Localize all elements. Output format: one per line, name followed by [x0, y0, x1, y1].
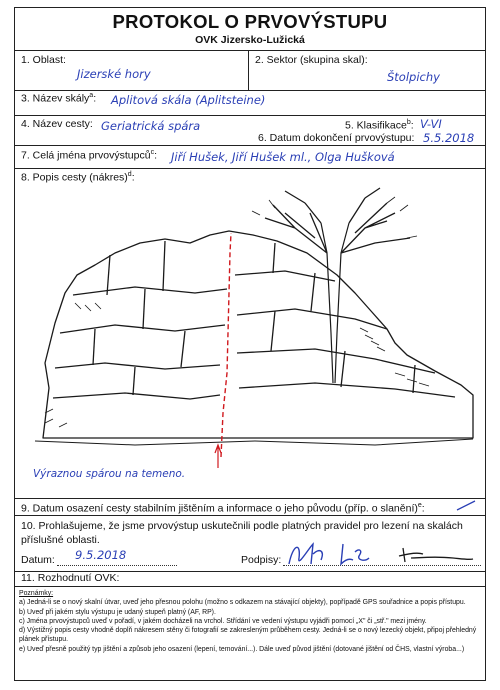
- notes-section: [19, 589, 481, 654]
- tree-branches: [265, 188, 410, 253]
- note-item: a) Jedná-li se o nový skalní útvar, uveď jeho přesnou polohu (možno s odkazem na stávající objekty), popřípadě GPS souřadnice a popis přístupu.: [19, 599, 466, 607]
- oblast-label: 1. Oblast:: [21, 54, 66, 66]
- route-line: [221, 233, 231, 457]
- oblast-value: Jizerské hory: [77, 67, 151, 81]
- datum-value: 9.5.2018: [75, 548, 127, 562]
- signatures: [283, 534, 483, 570]
- route-arrow: [215, 445, 221, 468]
- popis-note: Výraznou spárou na temeno.: [33, 468, 186, 480]
- divider: [15, 586, 485, 587]
- datum-label: Datum:: [21, 554, 55, 566]
- popis-label: 8. Popis cesty (nákres)$^d$:: [21, 171, 135, 184]
- datum-line: [57, 565, 177, 566]
- klasifikace-value: V-VI: [420, 117, 442, 131]
- divider: [15, 90, 485, 91]
- sektor-value: Štolpichy: [387, 70, 440, 84]
- form-subtitle: OVK Jizersko-Lužická: [195, 34, 305, 46]
- datum-osazeni-stroke: [455, 498, 479, 514]
- divider: [15, 515, 485, 516]
- rozhodnuti-label: 11. Rozhodnutí OVK:: [21, 572, 120, 584]
- prohlaseni-label: 10. Prohlašujeme, že jsme prvovýstup uskutečnili podle platných pravidel pro lezení na skalách příslušné oblasti.: [21, 520, 463, 546]
- divider: [15, 145, 485, 146]
- datum-dokonceni-label: 6. Datum dokončení prvovýstupu:: [258, 132, 415, 144]
- divider: [15, 115, 485, 116]
- datum-dokonceni-value: 5.5.2018: [423, 131, 475, 145]
- nazev-skaly-value: Aplitová skála (Aplitsteine): [111, 93, 266, 107]
- notes-heading: Poznámky:: [19, 590, 54, 597]
- divider: [248, 50, 249, 90]
- jmena-value: Jiří Hušek, Jiří Hušek ml., Olga Hušková: [171, 150, 395, 164]
- note-item: e) Uveď přesně použitý typ jištění a způsob jeho osazení (lepení, temování...). Dále uveď původ jištění (dotované jištění od ČHS, vlastní výroba...): [19, 645, 465, 653]
- route-sketch: [15, 183, 485, 483]
- sektor-label: 2. Sektor (skupina skal):: [255, 54, 368, 66]
- note-item: b) Uveď při jakém stylu výstupu je udaný stupeň platný (AF, RP).: [19, 608, 216, 616]
- form-title: PROTOKOL O PRVOVÝSTUPU: [112, 11, 388, 32]
- podpisy-label: Podpisy:: [241, 554, 282, 566]
- note-item: c) Jména prvovýstupců uveď v pořadí, v jakém docházeli na vrchol. Střídání ve vedení výstupu vyjádři pomocí „X" či „stř." mezi jmény.: [19, 617, 427, 625]
- protocol-form: [14, 7, 486, 681]
- divider: [15, 168, 485, 169]
- klasifikace-label: 5. Klasifikace$^b$:: [345, 119, 414, 132]
- jmena-label: 7. Celá jména prvovýstupců$^c$:: [21, 149, 157, 162]
- rock-outline: [43, 231, 473, 438]
- tree-trunk: [321, 223, 349, 383]
- datum-osazeni-label: 9. Datum osazení cesty stabilním jištěním a informace o jeho původu (příp. o slanění)$^e$:: [21, 502, 425, 515]
- nazev-cesty-value: Geriatrická spára: [101, 119, 201, 133]
- divider: [15, 498, 485, 499]
- nazev-skaly-label: 3. Název skály$^a$:: [21, 92, 97, 105]
- divider: [15, 50, 485, 51]
- nazev-cesty-label: 4. Název cesty:: [21, 118, 93, 130]
- note-item: d) Výstižný popis cesty vhodně doplň nákresem stěny či fotografií se zakresleným průběhem cesty. Jedná-li se o nový lezecký objekt, připoj přehledný plánek přístupu.: [19, 627, 477, 644]
